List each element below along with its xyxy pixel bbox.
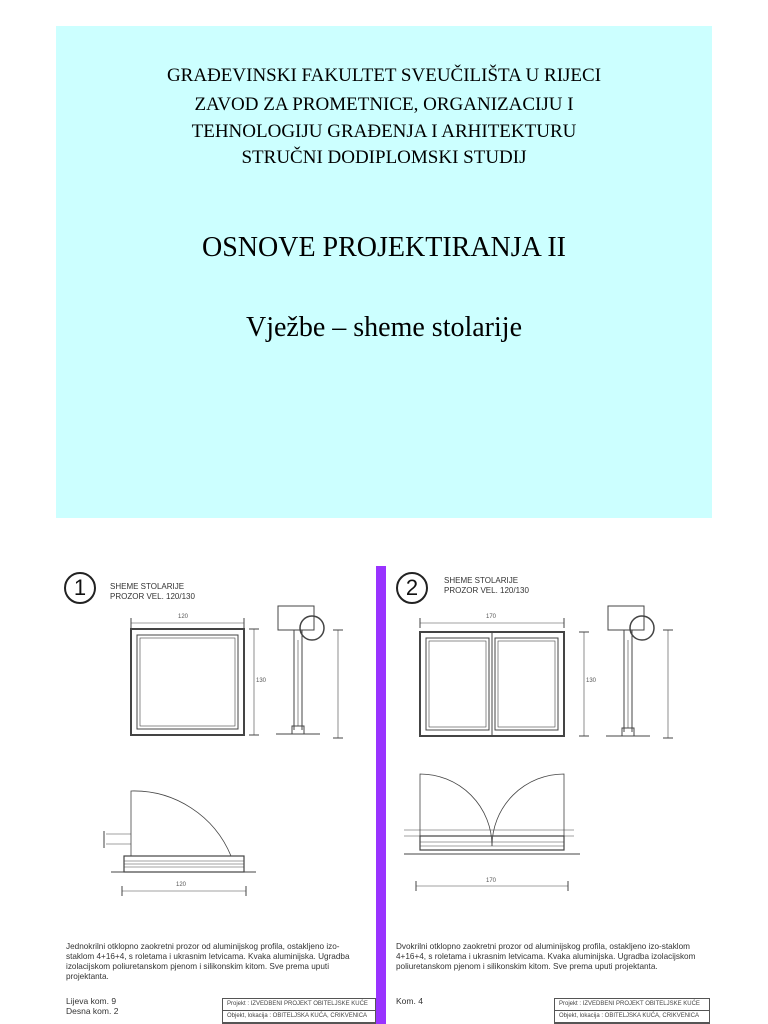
sheet-1-description: Jednokrilni otklopno zaokretni prozor od aluminijskog profila, ostakljeno izo-staklom 4+16+4, s roletama i ukrasnim letvicama. Kvaka aluminijska. Ugradba izolacijskom poliuretanskom pjenom i silikonskim kitom. Sve prema uputi projektanta. <box>66 942 350 981</box>
sheet-2-dim-height: 130 <box>586 678 597 684</box>
sheet-1-dim-width: 120 <box>178 614 189 620</box>
title-panel <box>56 26 712 518</box>
sheet-1-stamp-line-2: Objekt, lokacija : OBITELJSKA KUĆA, CRIKVENICA <box>223 1011 375 1023</box>
scheme-sheet-2 <box>386 566 712 1024</box>
sheet-1-kom-line-2: Desna kom. 2 <box>66 1006 119 1016</box>
sheet-number-1: 1 <box>64 572 96 604</box>
course-title: OSNOVE PROJEKTIRANJA II <box>201 232 566 263</box>
sheet-1-header-line-2: PROZOR VEL. 120/130 <box>110 592 195 601</box>
sheet-2-description: Dvokrilni otklopno zaokretni prozor od aluminijskog profila, ostakljeno izo-staklom 4+16+4, s roletama i ukrasnim letvicama. Kvaka aluminijska. Ugradba izolacijskom poliuretanskom pjenom i silikonskim kitom. Sve prema uputi projektanta. <box>396 942 696 971</box>
sheet-2-title-block <box>554 998 710 1024</box>
sheet-number-2: 2 <box>396 572 428 604</box>
sheet-1-dim-height: 130 <box>256 678 267 684</box>
sheet-2-stamp-line-2: Objekt, lokacija : OBITELJSKA KUĆA, CRIKVENICA <box>555 1011 709 1023</box>
institution-line-2: ZAVOD ZA PROMETNICE, ORGANIZACIJU I <box>194 94 574 115</box>
scheme-sheet-1 <box>56 566 376 1024</box>
sheet-2-kom-line-1: Kom. 4 <box>396 996 423 1006</box>
institution-line-4: STRUČNI DODIPLOMSKI STUDIJ <box>241 147 527 168</box>
sheet-2-dim-plan: 170 <box>486 878 497 884</box>
sheet-2-header-line-1: SHEME STOLARIJE <box>444 576 519 585</box>
sheet-1-title-block <box>222 998 376 1024</box>
sheet-1-header-line-1: SHEME STOLARIJE <box>110 582 185 591</box>
sheet-2-stamp-line-1: Projekt : IZVEDBENI PROJEKT OBITELJSKE KUĆE <box>555 999 709 1011</box>
sheet-2-dim-width: 170 <box>486 614 497 620</box>
sheet-1-dim-plan: 120 <box>176 882 187 888</box>
sheet-divider <box>376 566 386 1024</box>
institution-line-3: TEHNOLOGIJU GRAĐENJA I ARHITEKTURU <box>191 121 577 142</box>
sheet-1-stamp-line-1: Projekt : IZVEDBENI PROJEKT OBITELJSKE KUĆE <box>223 999 375 1011</box>
sheet-1-kom-line-1: Lijeva kom. 9 <box>66 996 117 1006</box>
subtitle: Vježbe – sheme stolarije <box>245 312 522 343</box>
sheet-2-header-line-2: PROZOR VEL. 120/130 <box>444 586 529 595</box>
institution-line-1: GRAĐEVINSKI FAKULTET SVEUČILIŠTA U RIJECI <box>166 65 602 86</box>
